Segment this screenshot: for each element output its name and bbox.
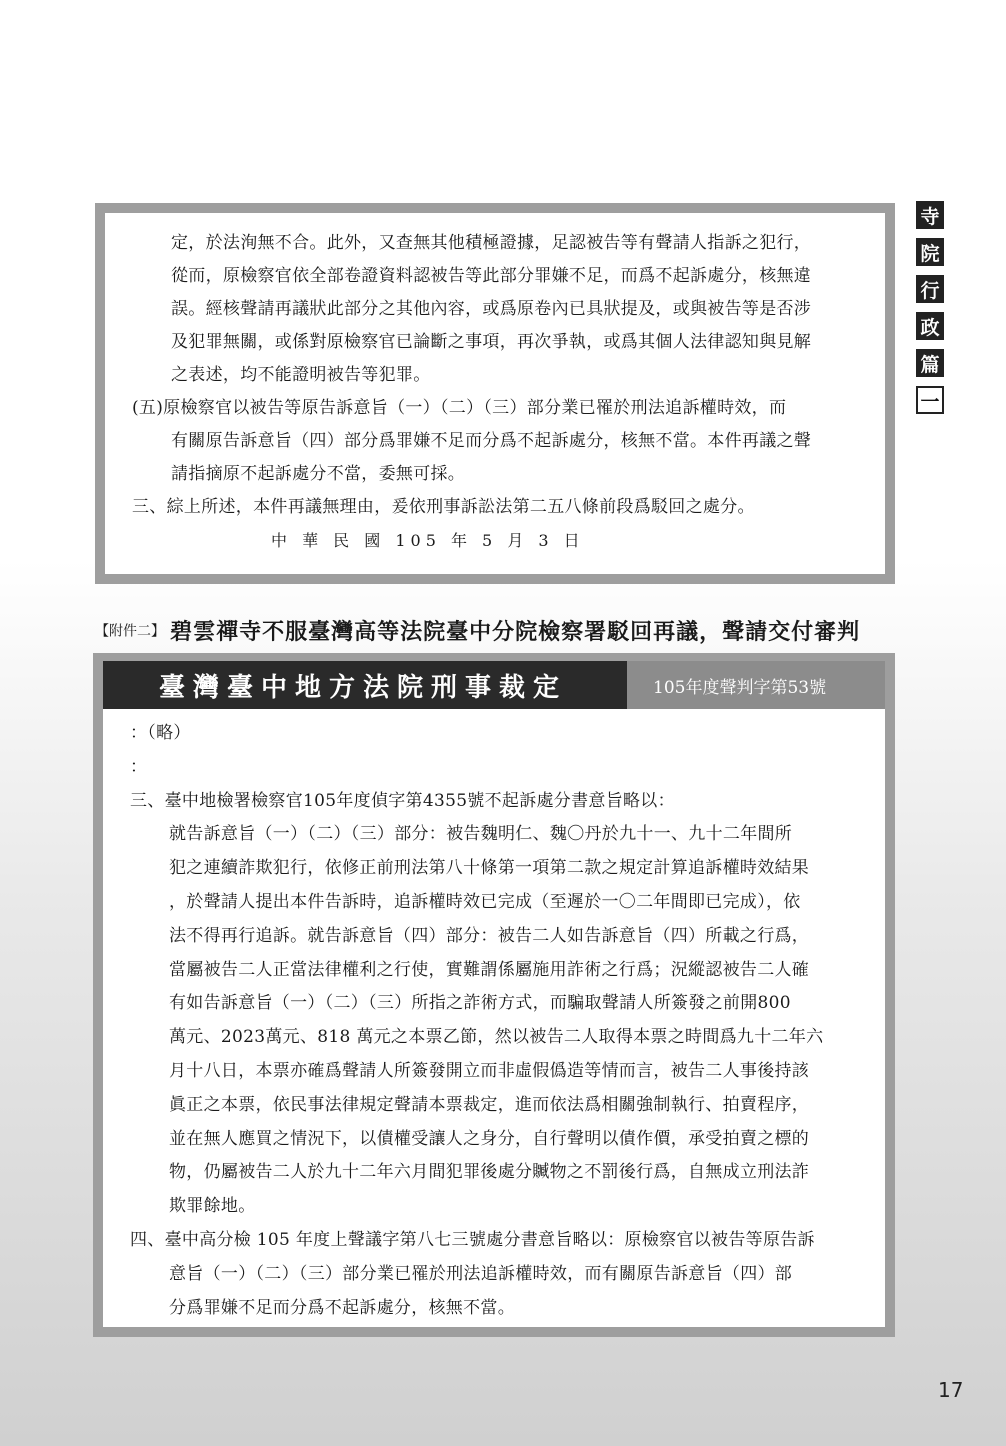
side-tab: 篇 [916,349,944,377]
document-excerpt-box [95,203,895,584]
text-line: 並在無人應買之情況下，以債權受讓人之身分，自行聲明以債作價，承受拍賣之標的 [169,1128,810,1149]
text-line: ：（略） [130,723,191,743]
text-line: 月十八日，本票亦確爲聲請人所簽發開立而非虛假僞造等情而言，被告二人事後持該 [169,1060,810,1081]
court-ruling-body [103,661,885,1327]
attachment-tag: 【附件二】 [95,623,165,640]
text-line: 之表述，均不能證明被告等犯罪。 [171,365,431,385]
text-line: 有關原告訴意旨（四）部分爲罪嫌不足而分爲不起訴處分，核無不當。本件再議之聲 [171,431,812,451]
text-line: (五)原檢察官以被告等原告訴意旨（一）（二）（三）部分業已罹於刑法追訴權時效，而 [132,398,787,418]
text-line: ，於聲請人提出本件告訴時，追訴權時效已完成（至遲於一〇二年間即已完成），依 [169,891,801,912]
court-title: 臺灣臺中地方法院刑事裁定 [103,661,627,709]
case-number: 105年度聲判字第53號 [627,661,885,709]
text-line: 分爲罪嫌不足而分爲不起訴處分，核無不當。 [169,1297,515,1318]
text-line: 誤。經核聲請再議狀此部分之其他內容，或爲原卷內已具狀提及，或與被告等是否涉 [171,299,812,319]
text-line: 物，仍屬被告二人於九十二年六月間犯罪後處分贓物之不罰後行爲，自無成立刑法詐 [169,1162,810,1183]
text-line: 三、臺中地檢署檢察官105年度偵字第4355號不起訴處分書意旨略以： [130,790,675,811]
text-line: 定，於法洵無不合。此外，又查無其他積極證據，足認被告等有聲請人指訴之犯行， [171,233,812,253]
text-line: 法不得再行追訴。就告訴意旨（四）部分：被告二人如告訴意旨（四）所載之行爲， [169,925,810,946]
text-line: 眞正之本票，依民事法律規定聲請本票裁定，進而依法爲相關強制執行、拍賣程序， [169,1094,810,1115]
document-excerpt-body [105,213,885,574]
text-line: ： [130,756,148,777]
side-tab-volume: 一 [916,386,944,414]
text-line: 四、臺中高分檢 105 年度上聲議字第八七三號處分書意旨略以：原檢察官以被告等原告訴 [130,1229,815,1250]
ruling-text [103,709,885,1325]
ruling-header-bar [103,661,885,709]
text-line: 從而，原檢察官依全部卷證資料認被告等此部分罪嫌不足，而爲不起訴處分，核無違 [171,266,812,286]
side-tab: 寺 [916,201,944,229]
text-line: 萬元、2023萬元、818 萬元之本票乙節，然以被告二人取得本票之時間爲九十二年六 [169,1027,824,1048]
court-ruling-box [93,653,895,1337]
side-tab: 行 [916,275,944,303]
text-line: 及犯罪無關，或係對原檢察官已論斷之事項，再次爭執，或爲其個人法律認知與見解 [171,332,812,352]
attachment-title: 碧雲禪寺不服臺灣高等法院臺中分院檢察署駁回再議，聲請交付審判 [170,620,861,645]
text-line: 三、綜上所述，本件再議無理由，爰依刑事訴訟法第二五八條前段爲駁回之處分。 [132,497,755,517]
text-line: 欺罪餘地。 [169,1196,256,1217]
text-line: 意旨（一）（二）（三）部分業已罹於刑法追訴權時效，而有關原告訴意旨（四）部 [169,1263,793,1284]
page-number: 17 [938,1378,964,1402]
text-line: 有如告訴意旨（一）（二）（三）所指之詐術方式，而騙取聲請人所簽發之前開800 [169,993,791,1014]
attachment-heading [95,615,895,649]
text-line: 犯之連續詐欺犯行，依修正前刑法第八十條第一項第二款之規定計算追訴權時效結果 [169,858,810,879]
chapter-side-tabs [916,201,944,423]
side-tab: 院 [916,238,944,266]
side-tab: 政 [916,312,944,340]
text-line: 當屬被告二人正當法律權利之行使，實難謂係屬施用詐術之行爲；況縱認被告二人確 [169,959,810,980]
document-date: 中 華 民 國 105 年 5 月 3 日 [271,531,585,550]
text-line: 就告訴意旨（一）（二）（三）部分：被告魏明仁、魏〇丹於九十一、九十二年間所 [169,824,793,845]
text-line: 請指摘原不起訴處分不當，委無可採。 [171,464,466,484]
